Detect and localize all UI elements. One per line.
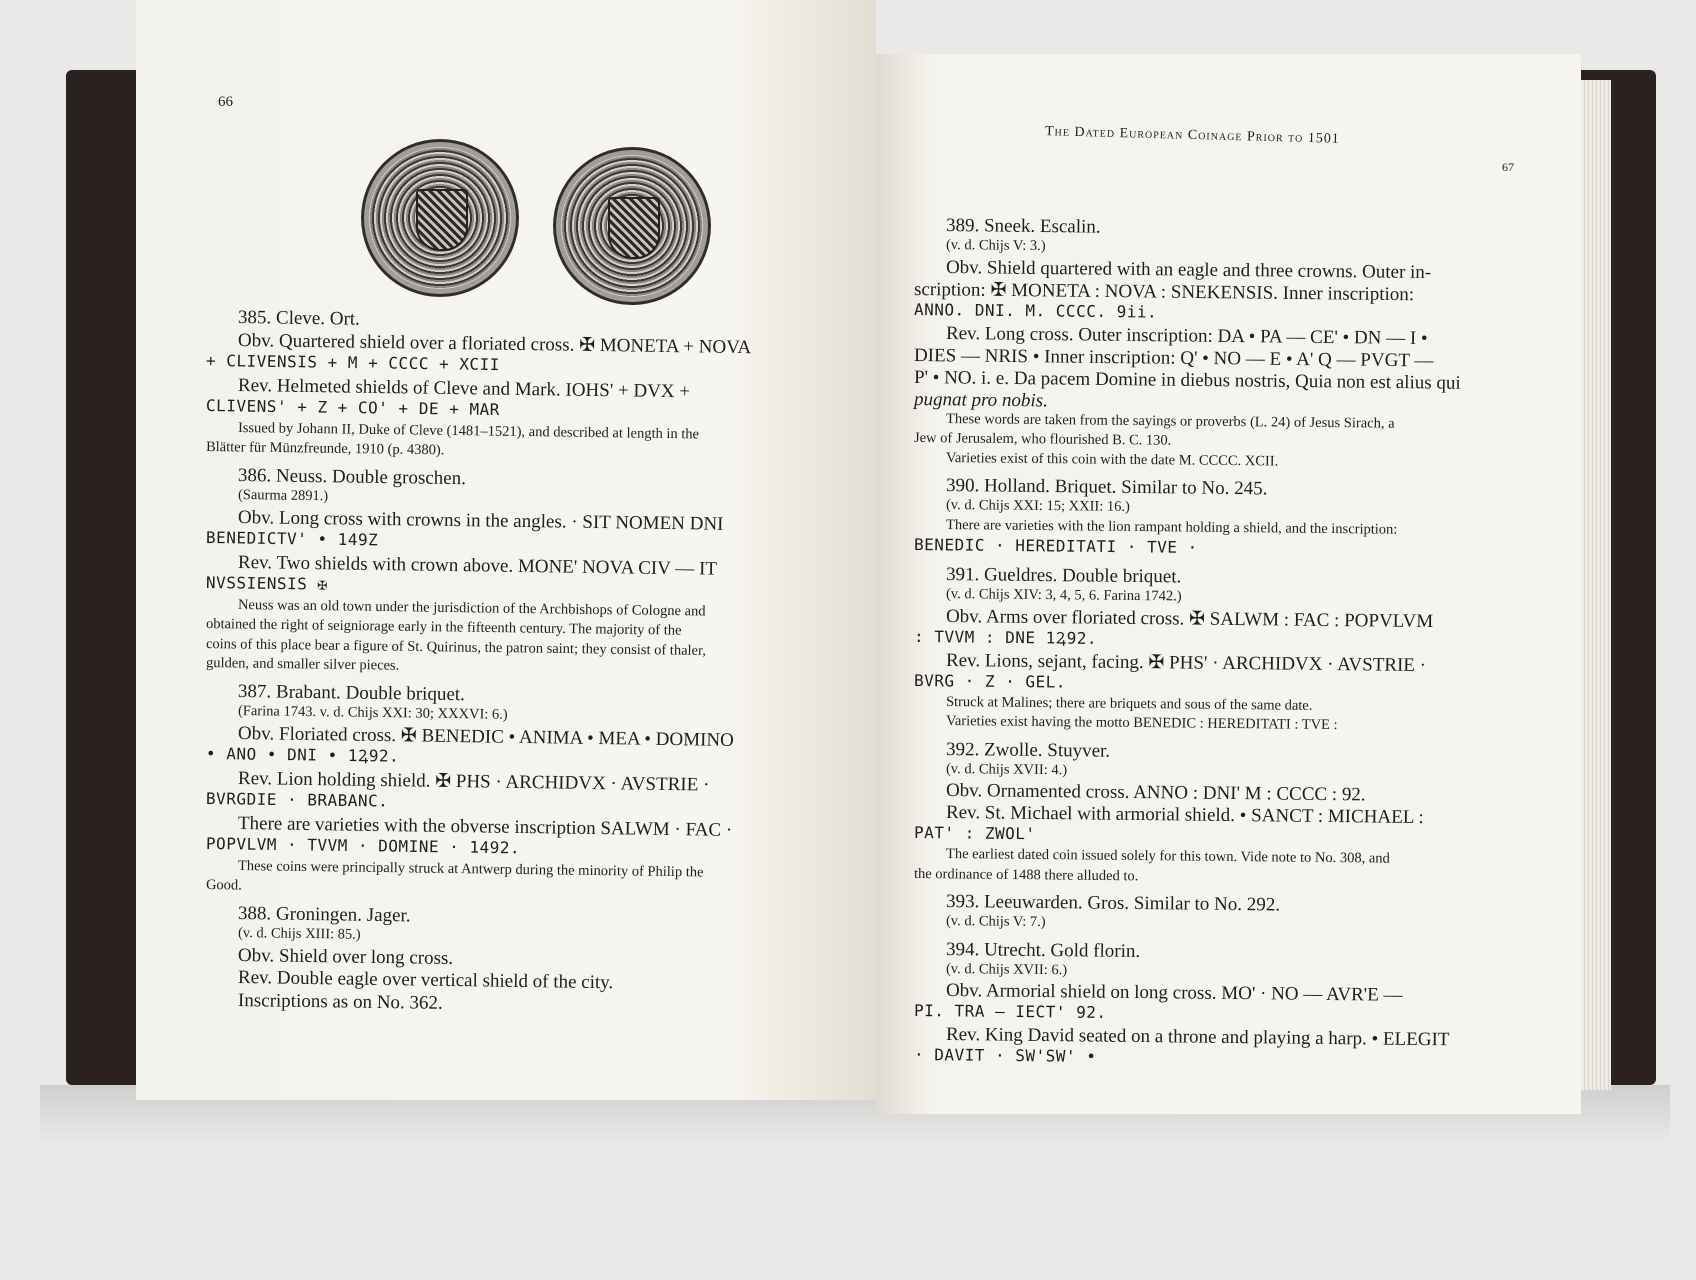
text-line: scription: ✠ MONETA : NOVA : SNEKENSIS. Inner inscription: <box>913 278 1415 305</box>
text-line: 391. Gueldres. Double briquet. <box>945 564 1182 588</box>
text-line: Rev. St. Michael with armorial shield. • SANCT : MICHAEL : <box>945 802 1424 829</box>
text-line: + CLIVENSIS + M + CCCC + XCII <box>205 351 500 375</box>
left-page-number: 66 <box>218 94 233 110</box>
text-line: 390. Holland. Briquet. Similar to No. 245. <box>945 475 1268 500</box>
left-page <box>136 0 876 1100</box>
text-line: 392. Zwolle. Stuyver. <box>945 738 1111 762</box>
text-line: Obv. Quartered shield over a floriated cross. ✠ MONETA + NOVA <box>237 329 752 358</box>
text-line: POPVLVM · TVVM · DOMINE · 1492. <box>205 834 521 858</box>
coin-shield-icon <box>416 189 468 251</box>
text-line: These coins were principally struck at Antwerp during the minority of Philip the <box>237 857 704 880</box>
text-line: 389. Sneek. Escalin. <box>945 215 1101 238</box>
text-line: Rev. Double eagle over vertical shield of the city. <box>237 967 614 994</box>
text-line: 394. Utrecht. Gold florin. <box>945 938 1141 962</box>
coin-obverse-image <box>361 139 519 297</box>
text-line: (v. d. Chijs XVII: 4.) <box>945 760 1068 778</box>
right-page <box>876 54 1581 1114</box>
text-line: Rev. Long cross. Outer inscription: DA • PA — CE' • DN — I • <box>945 322 1428 349</box>
text-line: NVSSIENSIS ✠ <box>205 573 328 594</box>
text-line: gulden, and smaller silver pieces. <box>205 655 400 674</box>
text-line: The earliest dated coin issued solely for this town. Vide note to No. 308, and <box>945 846 1390 867</box>
text-line: coins of this place bear a figure of St. Quirinus, the patron saint; they consist of thaler, <box>205 635 707 659</box>
text-line: Jew of Jerusalem, who flourished B. C. 130. <box>913 430 1172 449</box>
text-line: (v. d. Chijs XXI: 15; XXII: 16.) <box>945 497 1130 515</box>
text-line: Inscriptions as on No. 362. <box>237 989 443 1014</box>
text-line: BENEDIC · HEREDITATI · TVE · <box>913 535 1198 557</box>
text-line: PAT' : ZWOL' <box>913 823 1036 844</box>
text-line: PI. TRA — IECT' 92. <box>913 1001 1107 1023</box>
text-line: P' • NO. i. e. Da pacem Domine in diebus nostris, Quia non est alius qui <box>913 366 1461 394</box>
coin-shield-icon <box>608 197 660 259</box>
text-line: 386. Neuss. Double groschen. <box>237 464 467 489</box>
text-line: Obv. Arms over floriated cross. ✠ SALWM : FAC : POPVLVM <box>945 605 1434 632</box>
coin-reverse-image <box>553 147 711 305</box>
text-line: There are varieties with the obverse inscription SALWM · FAC · <box>237 812 733 841</box>
text-line: (v. d. Chijs XIII: 85.) <box>237 925 361 943</box>
text-line: CLIVENS' + Z + CO' + DE + MAR <box>205 396 500 420</box>
text-line: Varieties exist having the motto BENEDIC : HEREDITATI : TVE : <box>945 713 1338 734</box>
text-line: (v. d. Chijs V: 7.) <box>945 913 1046 931</box>
text-line: BVRGDIE · BRABANC. <box>205 789 389 811</box>
text-line: (v. d. Chijs V: 3.) <box>945 237 1046 255</box>
text-line: Obv. Shield over long cross. <box>237 944 454 969</box>
text-line: There are varieties with the lion rampant holding a shield, and the inscription: <box>945 516 1398 538</box>
text-line: BENEDICTV' • 149Z <box>205 528 379 550</box>
text-line: DIES — NRIS • Inner inscription: Q' • NO — E • A' Q — PVGT — <box>913 344 1434 371</box>
text-line: 388. Groningen. Jager. <box>237 902 411 926</box>
text-line: 385. Cleve. Ort. <box>237 307 361 330</box>
text-line: Good. <box>205 877 242 894</box>
coin-illustration <box>361 135 711 310</box>
text-line: Rev. Helmeted shields of Cleve and Mark. IOHS' + DVX + <box>237 374 691 402</box>
text-line: (Saurma 2891.) <box>237 487 329 505</box>
text-line: Obv. Long cross with crowns in the angles. · SIT NOMEN DNI <box>237 506 724 535</box>
text-line: Rev. Two shields with crown above. MONE' NOVA CIV — IT <box>237 551 718 580</box>
text-line: Obv. Ornamented cross. ANNO : DNI' M : CCCC : 92. <box>945 780 1366 806</box>
text-line: 393. Leeuwarden. Gros. Similar to No. 292. <box>945 891 1281 916</box>
running-head: The Dated European Coinage Prior to 1501 <box>1044 124 1340 147</box>
text-line: 387. Brabant. Double briquet. <box>237 680 466 705</box>
page-edges <box>1581 80 1611 1090</box>
text-line: Obv. Shield quartered with an eagle and three crowns. Outer in- <box>945 256 1432 283</box>
text-line: Obv. Floriated cross. ✠ BENEDIC • ANIMA • MEA • DOMINO <box>237 722 735 751</box>
text-line: Rev. Lions, sejant, facing. ✠ PHS' · ARCHIDVX · AVSTRIE · <box>945 649 1427 676</box>
text-line: (Farina 1743. v. d. Chijs XXI: 30; XXXVI: 6.) <box>237 703 508 723</box>
text-line: obtained the right of seigniorage early in the fifteenth century. The majority of the <box>205 616 682 639</box>
text-line: the ordinance of 1488 there alluded to. <box>913 865 1139 884</box>
text-line: (v. d. Chijs XVII: 6.) <box>945 960 1068 978</box>
text-line: pugnat pro nobis. <box>913 388 1048 411</box>
text-line: These words are taken from the sayings or proverbs (L. 24) of Jesus Sirach, a <box>945 410 1395 432</box>
text-line: Varieties exist of this coin with the date M. CCCC. XCII. <box>945 449 1279 469</box>
text-line: ANNO. DNI. M. CCCC. 9ii. <box>913 299 1158 322</box>
text-line: Struck at Malines; there are briquets and sous of the same date. <box>945 693 1313 714</box>
text-line: : TVVM : DNE 1Ꝝ92. <box>913 626 1098 648</box>
text-line: Blätter für Münzfreunde, 1910 (p. 4380). <box>205 439 445 459</box>
text-line: Issued by Johann II, Duke of Cleve (1481–1521), and described at length in the <box>237 419 700 442</box>
text-line: BVRG · Z · GEL. <box>913 670 1067 692</box>
text-line: • ANO • DNI • 1Ꝝ92. <box>205 744 400 766</box>
text-line: Obv. Armorial shield on long cross. MO' · NO — AVR'E — <box>945 980 1403 1006</box>
text-line: Rev. King David seated on a throne and playing a harp. • ELEGIT <box>945 1024 1450 1051</box>
text-line: · DAVIT · SW'SW' • <box>913 1045 1097 1066</box>
text-line: Neuss was an old town under the jurisdiction of the Archbishops of Cologne and <box>237 596 706 620</box>
text-line: (v. d. Chijs XIV: 3, 4, 5, 6. Farina 1742.) <box>945 586 1182 605</box>
right-page-number: 67 <box>1502 160 1514 174</box>
text-line: Rev. Lion holding shield. ✠ PHS · ARCHIDVX · AVSTRIE · <box>237 767 710 796</box>
